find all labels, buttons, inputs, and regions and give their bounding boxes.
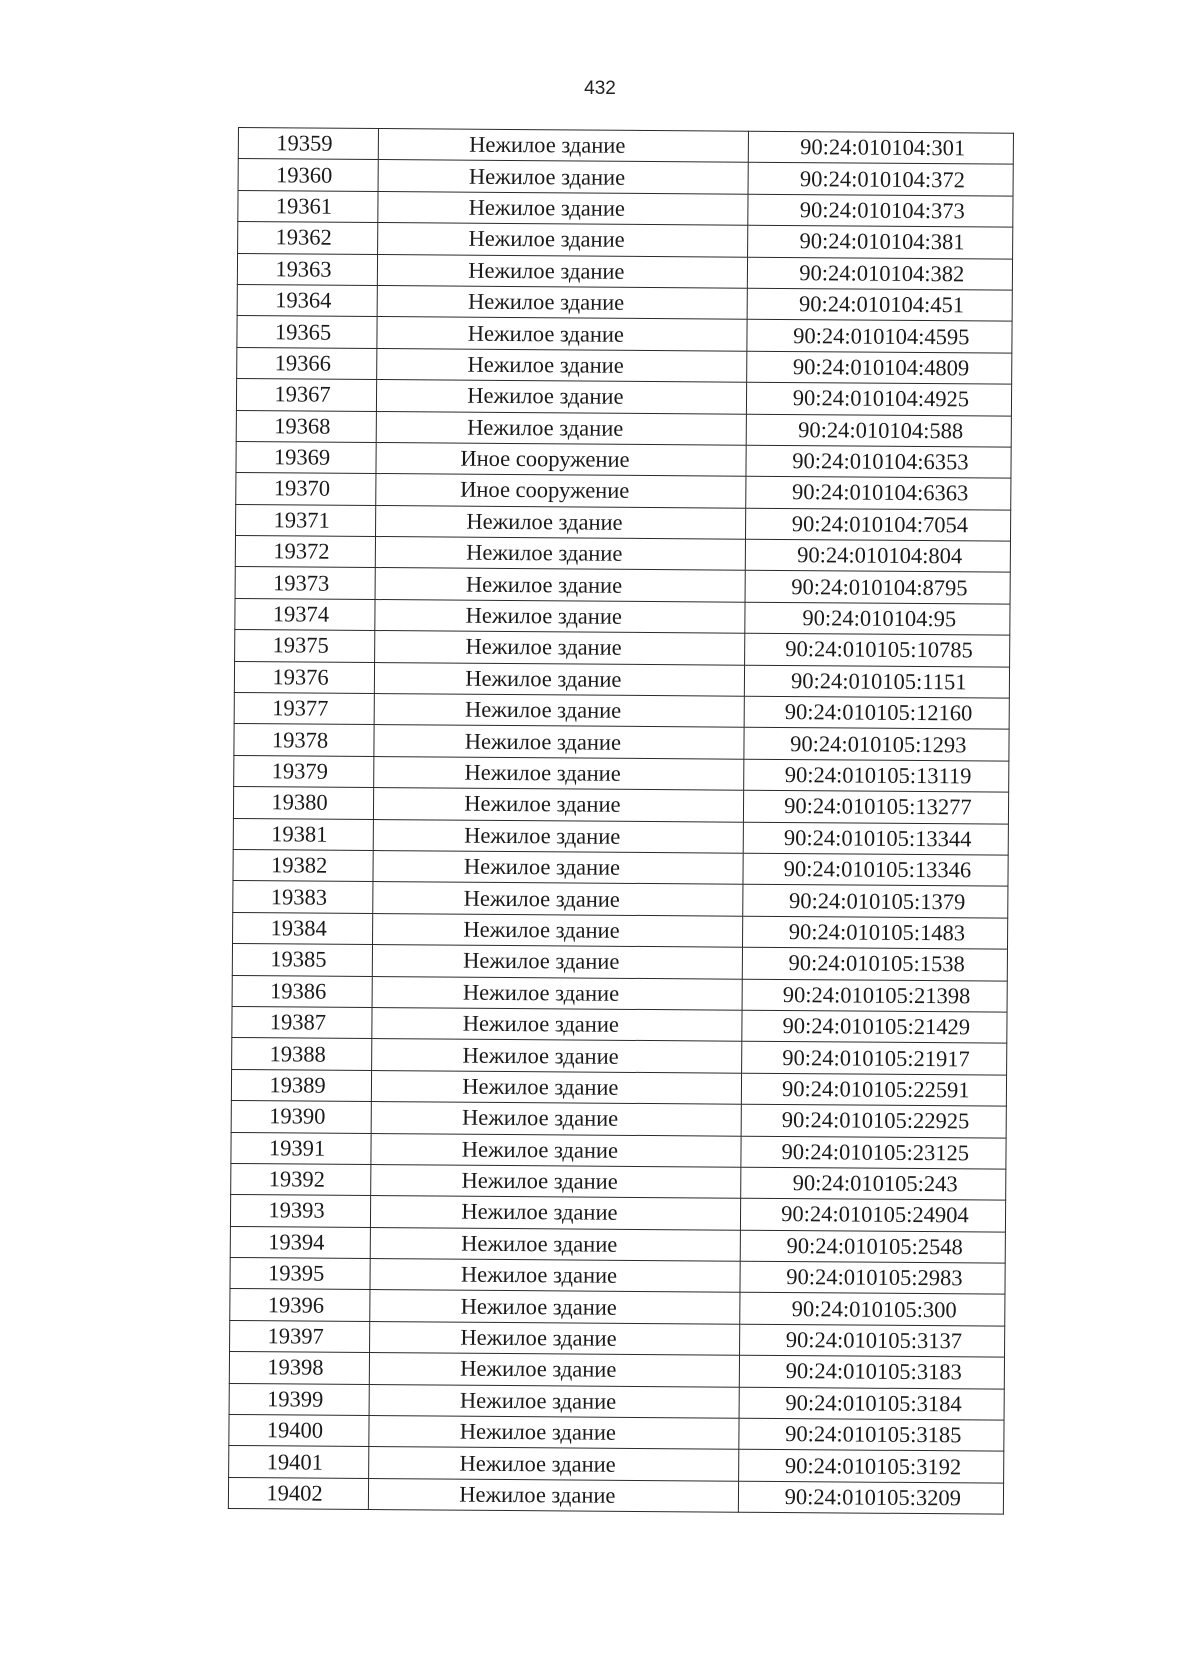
row-number-cell-text: 19385 [270,946,327,973]
object-type-cell [370,1290,740,1324]
cadastral-number-cell-text: 90:24:010104:7054 [791,510,969,538]
object-type-cell [374,788,744,822]
cadastral-number-cell-text: 90:24:010105:3183 [785,1358,962,1385]
object-type-cell-text: Нежилое здание [466,539,623,567]
row-number-cell-text: 19383 [270,883,328,910]
cadastral-number-cell-text: 90:24:010105:3137 [785,1327,963,1354]
row-number-cell [235,598,375,630]
object-type-cell [377,348,747,382]
cadastral-number-cell-text: 90:24:010104:95 [802,605,957,632]
row-number-cell [236,504,376,536]
object-type-cell [374,694,744,728]
cadastral-number-cell-text: 90:24:010105:2548 [786,1232,963,1260]
row-number-cell-text: 19367 [274,381,331,407]
row-number-cell [238,222,378,254]
table-row [228,1477,1003,1514]
row-number-cell [228,1477,368,1509]
row-number-cell-text: 19389 [269,1072,326,1098]
cadastral-number-cell [742,979,1008,1012]
object-type-cell-text: Нежилое здание [467,288,625,315]
cadastral-number-cell [739,1324,1005,1357]
row-number-cell [233,849,373,881]
row-number-cell-text: 19391 [268,1134,326,1161]
object-type-cell-text: Нежилое здание [469,131,626,159]
cadastral-number-cell [745,602,1011,635]
object-type-cell [377,285,747,319]
object-type-cell [371,1133,741,1167]
object-type-cell [376,411,746,445]
row-number-cell [235,536,375,568]
cadastral-number-cell [744,696,1010,729]
row-number-cell-text: 19370 [273,475,331,502]
cadastral-number-cell [743,853,1009,886]
row-number-cell-text: 19381 [271,821,328,847]
object-type-cell [371,1070,741,1104]
object-type-cell-text: Нежилое здание [468,226,625,253]
cadastral-number-cell [743,822,1009,855]
cadastral-number-cell-text: 90:24:010105:10785 [785,636,973,663]
registry-table [228,127,1014,1515]
cadastral-number-cell-text: 90:24:010105:21398 [782,981,971,1009]
cadastral-number-cell-text: 90:24:010105:3192 [784,1452,962,1479]
cadastral-number-cell [740,1230,1006,1263]
object-type-cell [375,537,745,571]
object-type-cell [370,1259,740,1293]
object-type-cell [371,1102,741,1136]
object-type-cell-text: Нежилое здание [462,1042,619,1069]
object-type-cell [373,819,743,853]
object-type-cell-text: Нежилое здание [467,414,624,441]
object-type-cell [378,160,748,194]
row-number-cell-text: 19387 [269,1009,327,1035]
cadastral-number-cell-text: 90:24:010104:451 [798,291,965,318]
cadastral-number-cell-text: 90:24:010105:23125 [781,1138,970,1166]
object-type-cell-text: Нежилое здание [467,351,624,378]
cadastral-number-cell-text: 90:24:010104:6353 [792,448,969,475]
cadastral-number-cell [746,445,1012,478]
row-number-cell [229,1446,369,1478]
row-number-cell-text: 19380 [271,789,328,816]
row-number-cell-text: 19362 [275,224,332,251]
row-number-cell [238,128,378,160]
object-type-cell-text: Нежилое здание [464,791,621,818]
cadastral-number-cell-text: 90:24:010105:1538 [788,950,965,977]
row-number-cell [233,881,373,913]
cadastral-number-cell [747,257,1013,290]
cadastral-number-cell-text: 90:24:010104:373 [799,197,965,224]
row-number-cell-text: 19364 [275,287,332,313]
object-type-cell-text: Нежилое здание [462,1073,619,1100]
cadastral-number-cell [748,131,1014,164]
cadastral-number-cell-text: 90:24:010105:22925 [781,1107,970,1134]
cadastral-number-cell-text: 90:24:010105:1151 [791,667,967,695]
row-number-cell-text: 19371 [273,507,330,533]
row-number-cell-text: 19399 [266,1386,324,1412]
row-number-cell-text: 19366 [274,350,332,376]
object-type-cell [376,442,746,476]
object-type-cell-text: Иное сооружение [460,445,630,472]
row-number-cell [237,316,377,348]
object-type-cell-text: Нежилое здание [459,1450,616,1477]
object-type-cell [368,1478,738,1512]
object-type-cell-text: Нежилое здание [461,1167,618,1194]
cadastral-number-cell [738,1450,1004,1483]
row-number-cell [236,410,376,442]
row-number-cell [232,1038,372,1070]
object-type-cell [371,1164,741,1198]
cadastral-number-cell [746,351,1012,384]
cadastral-number-cell [747,225,1013,258]
cadastral-number-cell [738,1481,1004,1514]
object-type-cell-text: Нежилое здание [461,1199,618,1226]
object-type-cell [378,223,748,257]
object-type-cell [369,1353,739,1387]
cadastral-number-cell-text: 90:24:010105:1379 [788,887,966,914]
object-type-cell-text: Иное сооружение [460,477,630,504]
object-type-cell [373,882,743,916]
object-type-cell-text: Нежилое здание [459,1481,616,1508]
cadastral-number-cell-text: 90:24:010105:3184 [785,1389,962,1417]
object-type-cell-text: Нежилое здание [465,634,622,661]
row-number-cell [234,661,374,693]
object-type-cell-text: Нежилое здание [460,1293,617,1320]
object-type-cell [370,1227,740,1261]
cadastral-number-cell [742,916,1008,949]
object-type-cell-text: Нежилое здание [464,822,621,849]
cadastral-number-cell-text: 90:24:010105:24904 [781,1201,969,1228]
cadastral-number-cell-text: 90:24:010104:4809 [792,353,970,381]
row-number-cell [232,975,372,1007]
object-type-cell-text: Нежилое здание [464,728,622,755]
row-number-cell-text: 19376 [272,664,329,690]
row-number-cell-text: 19394 [268,1229,325,1255]
row-number-cell-text: 19378 [271,726,329,753]
row-number-cell [230,1289,370,1321]
cadastral-number-cell [740,1261,1006,1294]
cadastral-number-cell [744,665,1010,698]
cadastral-number-cell-text: 90:24:010104:6363 [791,479,969,506]
row-number-cell [233,818,373,850]
cadastral-number-cell [746,382,1012,415]
row-number-cell-text: 19401 [266,1448,323,1475]
cadastral-number-cell [739,1293,1005,1326]
cadastral-number-cell [741,1136,1007,1169]
cadastral-number-cell [744,633,1010,666]
cadastral-number-cell-text: 90:24:010105:21917 [782,1044,970,1071]
cadastral-number-cell-text: 90:24:010104:4595 [793,322,970,349]
row-number-cell [236,473,376,505]
object-type-cell [375,599,745,633]
row-number-cell-text: 19386 [269,977,327,1004]
row-number-cell [230,1258,370,1290]
row-number-cell [237,347,377,379]
object-type-cell [375,568,745,602]
object-type-cell-text: Нежилое здание [465,665,622,692]
row-number-cell [232,944,372,976]
cadastral-number-cell-text: 90:24:010104:301 [800,134,966,161]
object-type-cell [373,913,743,947]
object-type-cell [377,317,747,351]
cadastral-number-cell [739,1418,1005,1451]
row-number-cell [230,1226,370,1258]
row-number-cell-text: 19361 [275,193,333,219]
cadastral-number-cell-text: 90:24:010104:382 [799,259,965,287]
row-number-cell-text: 19368 [274,412,331,439]
cadastral-number-cell [747,320,1013,353]
cadastral-number-cell-text: 90:24:010105:13277 [784,793,972,820]
row-number-cell [235,630,375,662]
cadastral-number-cell [748,163,1014,196]
cadastral-number-cell [739,1355,1005,1388]
row-number-cell-text: 19377 [272,695,329,721]
row-number-cell [229,1414,369,1446]
cadastral-number-cell [745,508,1011,541]
object-type-cell-text: Нежилое здание [460,1261,618,1289]
object-type-cell-text: Нежилое здание [462,979,620,1006]
object-type-cell-text: Нежилое здание [463,853,621,880]
object-type-cell-text: Нежилое здание [460,1356,617,1383]
object-type-cell-text: Нежилое здание [463,916,620,943]
cadastral-number-cell [744,728,1010,761]
row-number-cell [229,1352,369,1384]
row-number-cell [234,755,374,787]
object-type-cell [372,976,742,1010]
cadastral-number-cell [745,539,1011,572]
row-number-cell [237,284,377,316]
object-type-cell-text: Нежилое здание [459,1418,617,1446]
row-number-cell [236,441,376,473]
object-type-cell [369,1447,739,1481]
cadastral-number-cell [745,477,1011,510]
cadastral-number-cell [742,1010,1008,1043]
page-number: 432 [584,78,616,99]
cadastral-number-cell [745,571,1011,604]
row-number-cell [234,693,374,725]
cadastral-number-cell-text: 90:24:010104:381 [799,228,965,255]
row-number-cell [231,1132,371,1164]
cadastral-number-cell [748,194,1014,227]
object-type-cell-text: Нежилое здание [462,1010,620,1037]
object-type-cell [374,756,744,790]
row-number-cell-text: 19384 [270,915,327,941]
cadastral-number-cell-text: 90:24:010105:12160 [784,699,973,726]
cadastral-number-cell-text: 90:24:010105:3185 [785,1421,962,1448]
row-number-cell [234,724,374,756]
row-number-cell [233,787,373,819]
cadastral-number-cell-text: 90:24:010104:4925 [792,385,970,412]
object-type-cell-text: Нежилое здание [463,948,620,975]
row-number-cell-text: 19382 [270,852,328,878]
cadastral-number-cell [742,885,1008,918]
row-number-cell-text: 19379 [271,758,329,784]
row-number-cell-text: 19365 [274,318,332,345]
object-type-cell-text: Нежилое здание [463,885,620,912]
object-type-cell-text: Нежилое здание [467,320,625,347]
cadastral-number-cell-text: 90:24:010105:3209 [784,1484,962,1511]
object-type-cell [374,662,744,696]
row-number-cell [232,1006,372,1038]
row-number-cell-text: 19373 [272,569,330,596]
cadastral-number-cell-text: 90:24:010105:1483 [788,919,966,946]
cadastral-number-cell-text: 90:24:010104:588 [798,416,964,444]
row-number-cell-text: 19360 [275,161,333,188]
cadastral-number-cell [740,1198,1006,1231]
cadastral-number-cell [741,1073,1007,1106]
row-number-cell-text: 19392 [268,1166,326,1192]
row-number-cell [237,253,377,285]
object-type-cell-text: Нежилое здание [461,1104,619,1132]
table-body [228,128,1013,1515]
row-number-cell [230,1195,370,1227]
row-number-cell [238,159,378,191]
cadastral-number-cell [740,1167,1006,1200]
object-type-cell [378,191,748,225]
object-type-cell [373,850,743,884]
row-number-cell [229,1383,369,1415]
cadastral-number-cell-text: 90:24:010105:13119 [784,762,972,789]
object-type-cell-text: Нежилое здание [459,1387,617,1414]
cadastral-number-cell-text: 90:24:010105:1293 [790,730,967,757]
cadastral-number-cell [741,1104,1007,1137]
row-number-cell-text: 19400 [266,1417,324,1443]
cadastral-number-cell-text: 90:24:010105:13346 [783,856,972,883]
cadastral-number-cell [741,1042,1007,1075]
row-number-cell [230,1320,370,1352]
cadastral-number-cell-text: 90:24:010105:22591 [781,1075,970,1103]
object-type-cell-text: Нежилое здание [465,602,622,629]
cadastral-number-cell-text: 90:24:010105:300 [791,1295,957,1322]
object-type-cell-text: Нежилое здание [465,571,623,598]
row-number-cell-text: 19375 [272,632,329,659]
object-type-cell [377,254,747,288]
object-type-cell-text: Нежилое здание [468,194,625,221]
row-number-cell [231,1101,371,1133]
object-type-cell [370,1321,740,1355]
object-type-cell [376,380,746,414]
cadastral-number-cell [742,947,1008,980]
cadastral-number-cell-text: 90:24:010105:13344 [783,824,972,852]
cadastral-number-cell-text: 90:24:010104:804 [797,542,963,569]
row-number-cell [231,1163,371,1195]
object-type-cell-text: Нежилое здание [466,508,623,535]
row-number-cell-text: 19374 [272,601,330,627]
object-type-cell [369,1384,739,1418]
row-number-cell-text: 19395 [267,1260,325,1286]
row-number-cell-text: 19402 [266,1480,323,1506]
object-type-cell-text: Нежилое здание [467,383,624,410]
cadastral-number-cell [743,759,1009,792]
object-type-cell [374,725,744,759]
row-number-cell [233,912,373,944]
row-number-cell-text: 19397 [267,1323,324,1349]
cadastral-number-cell [743,790,1009,823]
object-type-cell-text: Нежилое здание [461,1136,619,1163]
cadastral-number-cell-text: 90:24:010104:8795 [791,573,968,601]
object-type-cell-text: Нежилое здание [461,1230,618,1257]
object-type-cell [376,505,746,539]
row-number-cell-text: 19390 [269,1103,326,1129]
object-type-cell-text: Нежилое здание [468,163,626,190]
cadastral-number-cell-text: 90:24:010105:243 [792,1170,958,1197]
object-type-cell [376,474,746,508]
cadastral-number-cell [747,288,1013,321]
object-type-cell-text: Нежилое здание [464,759,621,786]
row-number-cell-text: 19398 [267,1354,324,1381]
cadastral-number-cell-text: 90:24:010105:2983 [786,1264,963,1291]
row-number-cell [236,379,376,411]
row-number-cell-text: 19359 [276,130,333,156]
object-type-cell [372,1007,742,1041]
object-type-cell-text: Нежилое здание [468,257,625,284]
object-type-cell [372,1039,742,1073]
row-number-cell-text: 19393 [268,1197,325,1224]
cadastral-number-cell [746,414,1012,447]
row-number-cell-text: 19396 [267,1291,325,1318]
object-type-cell-text: Нежилое здание [460,1324,617,1351]
row-number-cell [231,1069,371,1101]
object-type-cell-text: Нежилое здание [464,696,622,724]
row-number-cell-text: 19372 [273,538,330,564]
object-type-cell [372,945,742,979]
cadastral-number-cell [739,1387,1005,1420]
cadastral-number-cell-text: 90:24:010105:21429 [782,1013,971,1040]
object-type-cell [369,1416,739,1450]
row-number-cell-text: 19363 [275,256,332,282]
row-number-cell [238,190,378,222]
row-number-cell [235,567,375,599]
object-type-cell [375,631,745,665]
cadastral-number-cell-text: 90:24:010104:372 [799,165,966,192]
object-type-cell [378,129,748,163]
row-number-cell-text: 19388 [269,1040,326,1067]
row-number-cell-text: 19369 [273,444,331,470]
object-type-cell [371,1196,741,1230]
